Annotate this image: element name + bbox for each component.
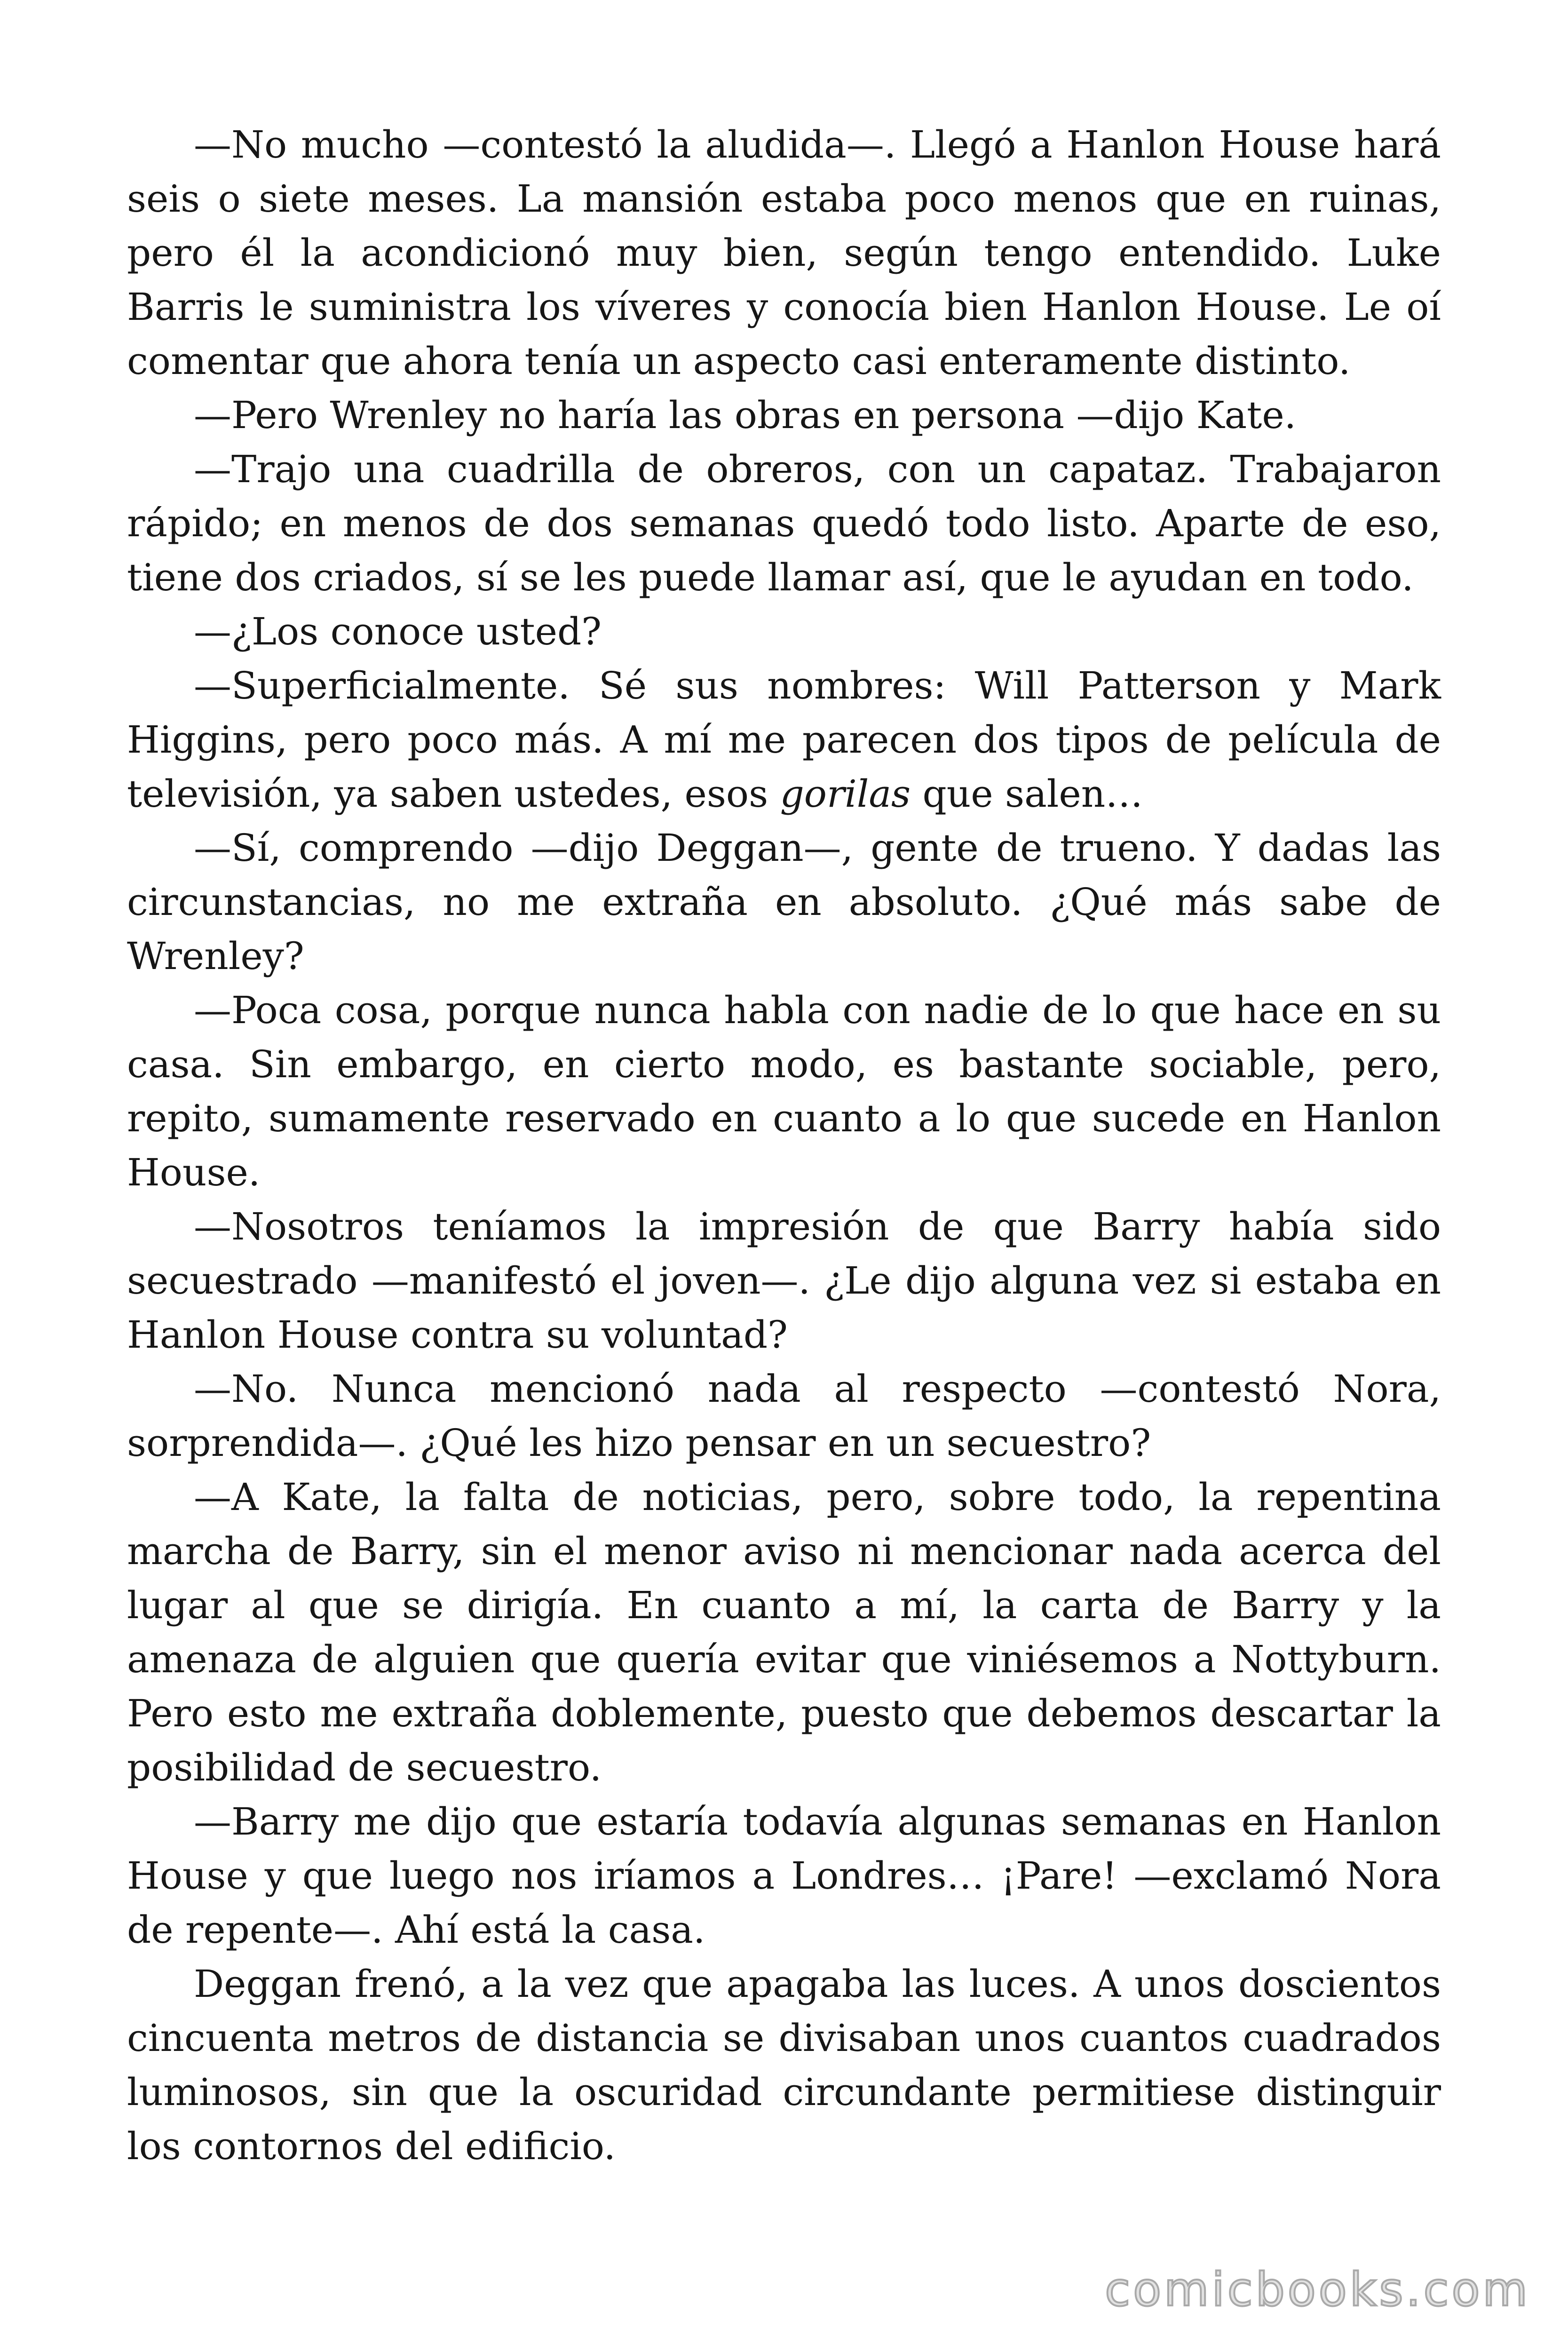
paragraph-7: —Poca cosa, porque nunca habla con nadie de lo que hace en su casa. Sin embargo, en cierto modo, es bastante sociable, pero, repito, sumamente reservado en cuanto a lo que sucede en Hanlon House. [127, 988, 1441, 1194]
paragraph-8: —Nosotros teníamos la impresión de que Barry había sido secuestrado —manifestó el joven—. ¿Le dijo alguna vez si estaba en Hanlon House contra su voluntad? [127, 1205, 1441, 1357]
paragraph-9: —No. Nunca mencionó nada al respecto —contestó Nora, sorprendida—. ¿Qué les hizo pensar en un secuestro? [127, 1367, 1441, 1465]
paragraph-3: —Trajo una cuadrilla de obreros, con un capataz. Trabajaron rápido; en menos de dos semanas quedó todo listo. Aparte de eso, tiene dos criados, sí se les puede llamar así, que le ayudan en todo. [127, 447, 1441, 599]
paragraph-5-text-before: —Superficialmente. Sé sus nombres: Will Patterson y Mark Higgins, pero poco más. A mí me parecen dos tipos de película de televisión, ya saben ustedes, esos [127, 664, 1441, 816]
paragraph-11: —Barry me dijo que estaría todavía algunas semanas en Hanlon House y que luego nos iríamos a Londres… ¡Pare! —exclamó Nora de repente—. Ahí está la casa. [127, 1800, 1441, 1952]
watermark: comicbooks.com [1105, 2263, 1530, 2317]
paragraph-5 [127, 659, 1441, 821]
paragraph-10: —A Kate, la falta de noticias, pero, sobre todo, la repentina marcha de Barry, sin el menor aviso ni mencionar nada acerca del lugar al que se dirigía. En cuanto a mí, la carta de Barry y la amenaza de alguien que quería evitar que viniésemos a Nottyburn. Pero esto me extraña doblemente, puesto que debemos descartar la posibilidad de secuestro. [127, 1475, 1441, 1789]
paragraph-12: Deggan frenó, a la vez que apagaba las luces. A unos doscientos cincuenta metros de distancia se divisaban unos cuantos cuadrados luminosos, sin que la oscuridad circundante permitiese distinguir los contornos del edificio. [127, 1962, 1441, 2168]
paragraph-4: —¿Los conoce usted? [194, 610, 602, 653]
page-body [127, 118, 1441, 2173]
paragraph-5-emphasis: gorilas [780, 772, 911, 816]
paragraph-6: —Sí, comprendo —dijo Deggan—, gente de trueno. Y dadas las circunstancias, no me extraña en absoluto. ¿Qué más sabe de Wrenley? [127, 826, 1441, 978]
paragraph-2: —Pero Wrenley no haría las obras en persona —dijo Kate. [194, 393, 1297, 437]
paragraph-5-text-after: que salen… [911, 772, 1143, 816]
paragraph-1: —No mucho —contestó la aludida—. Llegó a Hanlon House hará seis o siete meses. La mansión estaba poco menos que en ruinas, pero él la acondicionó muy bien, según tengo entendido. Luke Barris le suministra los víveres y conocía bien Hanlon House. Le oí comentar que ahora tenía un aspecto casi enteramente distinto. [127, 123, 1441, 383]
